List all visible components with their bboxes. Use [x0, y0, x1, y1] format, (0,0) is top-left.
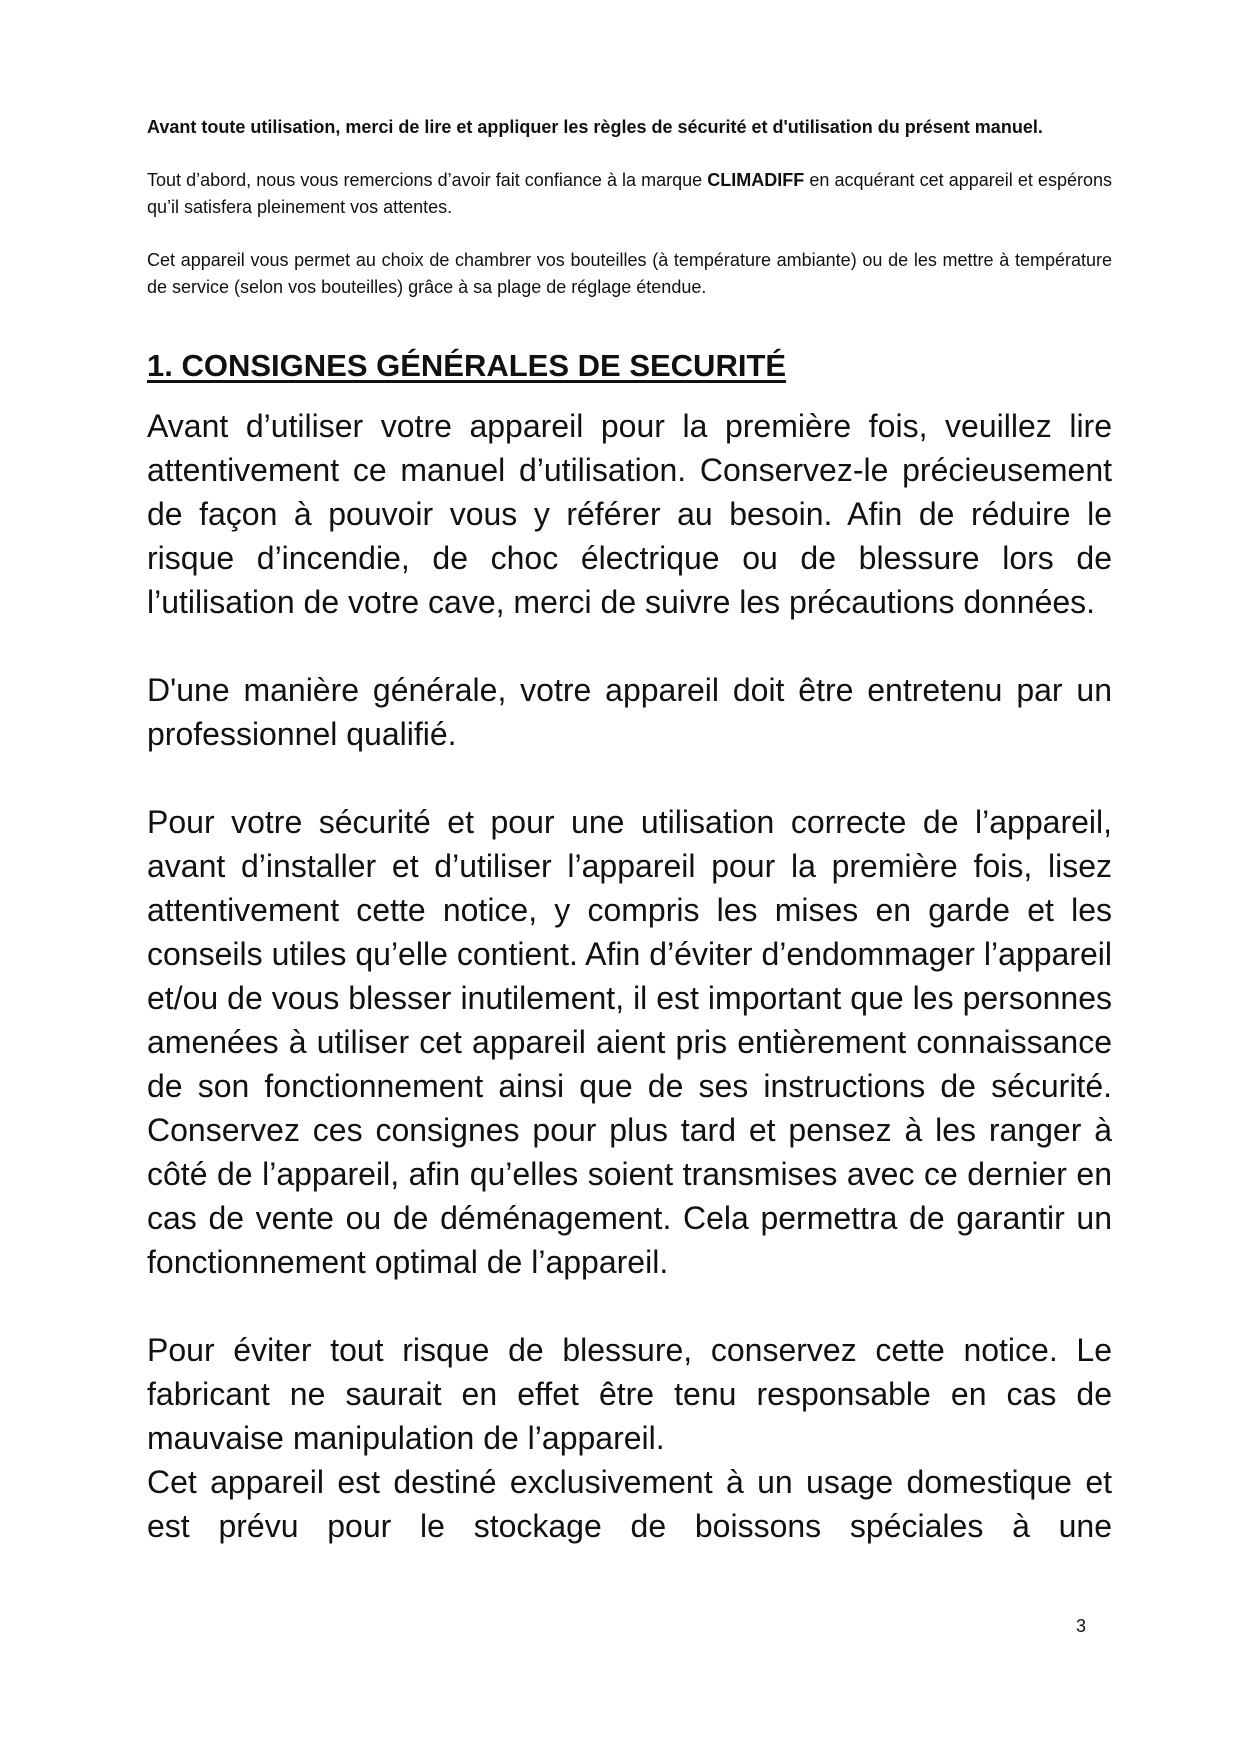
- brand-name: CLIMADIFF: [707, 170, 805, 190]
- safety-warning-intro: Avant toute utilisation, merci de lire et appliquer les règles de sécurité et d'utilisation du présent manuel.: [147, 117, 1043, 137]
- thanks-text-after: en acquérant cet appareil et espérons qu’il satisfera pleinement vos attentes.: [147, 170, 1112, 217]
- spacer: [147, 141, 1112, 167]
- section-paragraph: D'une manière générale, votre appareil doit être entretenu par un professionnel qualifié.: [147, 672, 1112, 752]
- spacer: [147, 1284, 1112, 1328]
- spacer: [147, 756, 1112, 800]
- section-paragraph: Pour votre sécurité et pour une utilisation correcte de l’appareil, avant d’installer et d’utiliser l’appareil pour la première fois, lisez attentivement cette notice, y compris les mises en garde et les conseils utiles qu’elle contient. Afin d’éviter d’endommager l’appareil et/ou de vous blesser inutilement, il est important que les personnes amenées à utiliser cet appareil aient pris entièrement connaissance de son fonctionnement ainsi que de ses instructions de sécurité. Conservez ces consignes pour plus tard et pensez à les ranger à côté de l’appareil, afin qu’elles soient transmises avec ce dernier en cas de vente ou de déménagement. Cela permettra de garantir un fonctionnement optimal de l’appareil.: [147, 804, 1112, 1280]
- thanks-paragraph: [147, 167, 1112, 221]
- spacer: [147, 221, 1112, 247]
- section-paragraph: Avant d’utiliser votre appareil pour la première fois, veuillez lire attentivement ce manuel d’utilisation. Conservez-le précieusement de façon à pouvoir vous y référer au besoin. Afin de réduire le risque d’incendie, de choc électrique ou de blessure lors de l’utilisation de votre cave, merci de suivre les précautions données.: [147, 408, 1112, 620]
- section-paragraph: Cet appareil est destiné exclusivement à un usage domestique et est prévu pour le stockage de boissons spéciales à une: [147, 1464, 1112, 1544]
- appliance-description: Cet appareil vous permet au choix de chambrer vos bouteilles (à température ambiante) ou de les mettre à température de service (selon vos bouteilles) grâce à sa plage de réglage étendue.: [147, 250, 1112, 297]
- document-page: [147, 114, 1112, 1548]
- spacer: [147, 624, 1112, 668]
- page-number: 3: [1076, 1616, 1087, 1636]
- section-title: 1. CONSIGNES GÉNÉRALES DE SECURITÉ: [147, 348, 787, 383]
- section-paragraph: Pour éviter tout risque de blessure, conservez cette notice. Le fabricant ne saurait en effet être tenu responsable en cas de mauvaise manipulation de l’appareil.: [147, 1332, 1112, 1456]
- thanks-text-before: Tout d’abord, nous vous remercions d’avoir fait confiance à la marque: [147, 170, 708, 190]
